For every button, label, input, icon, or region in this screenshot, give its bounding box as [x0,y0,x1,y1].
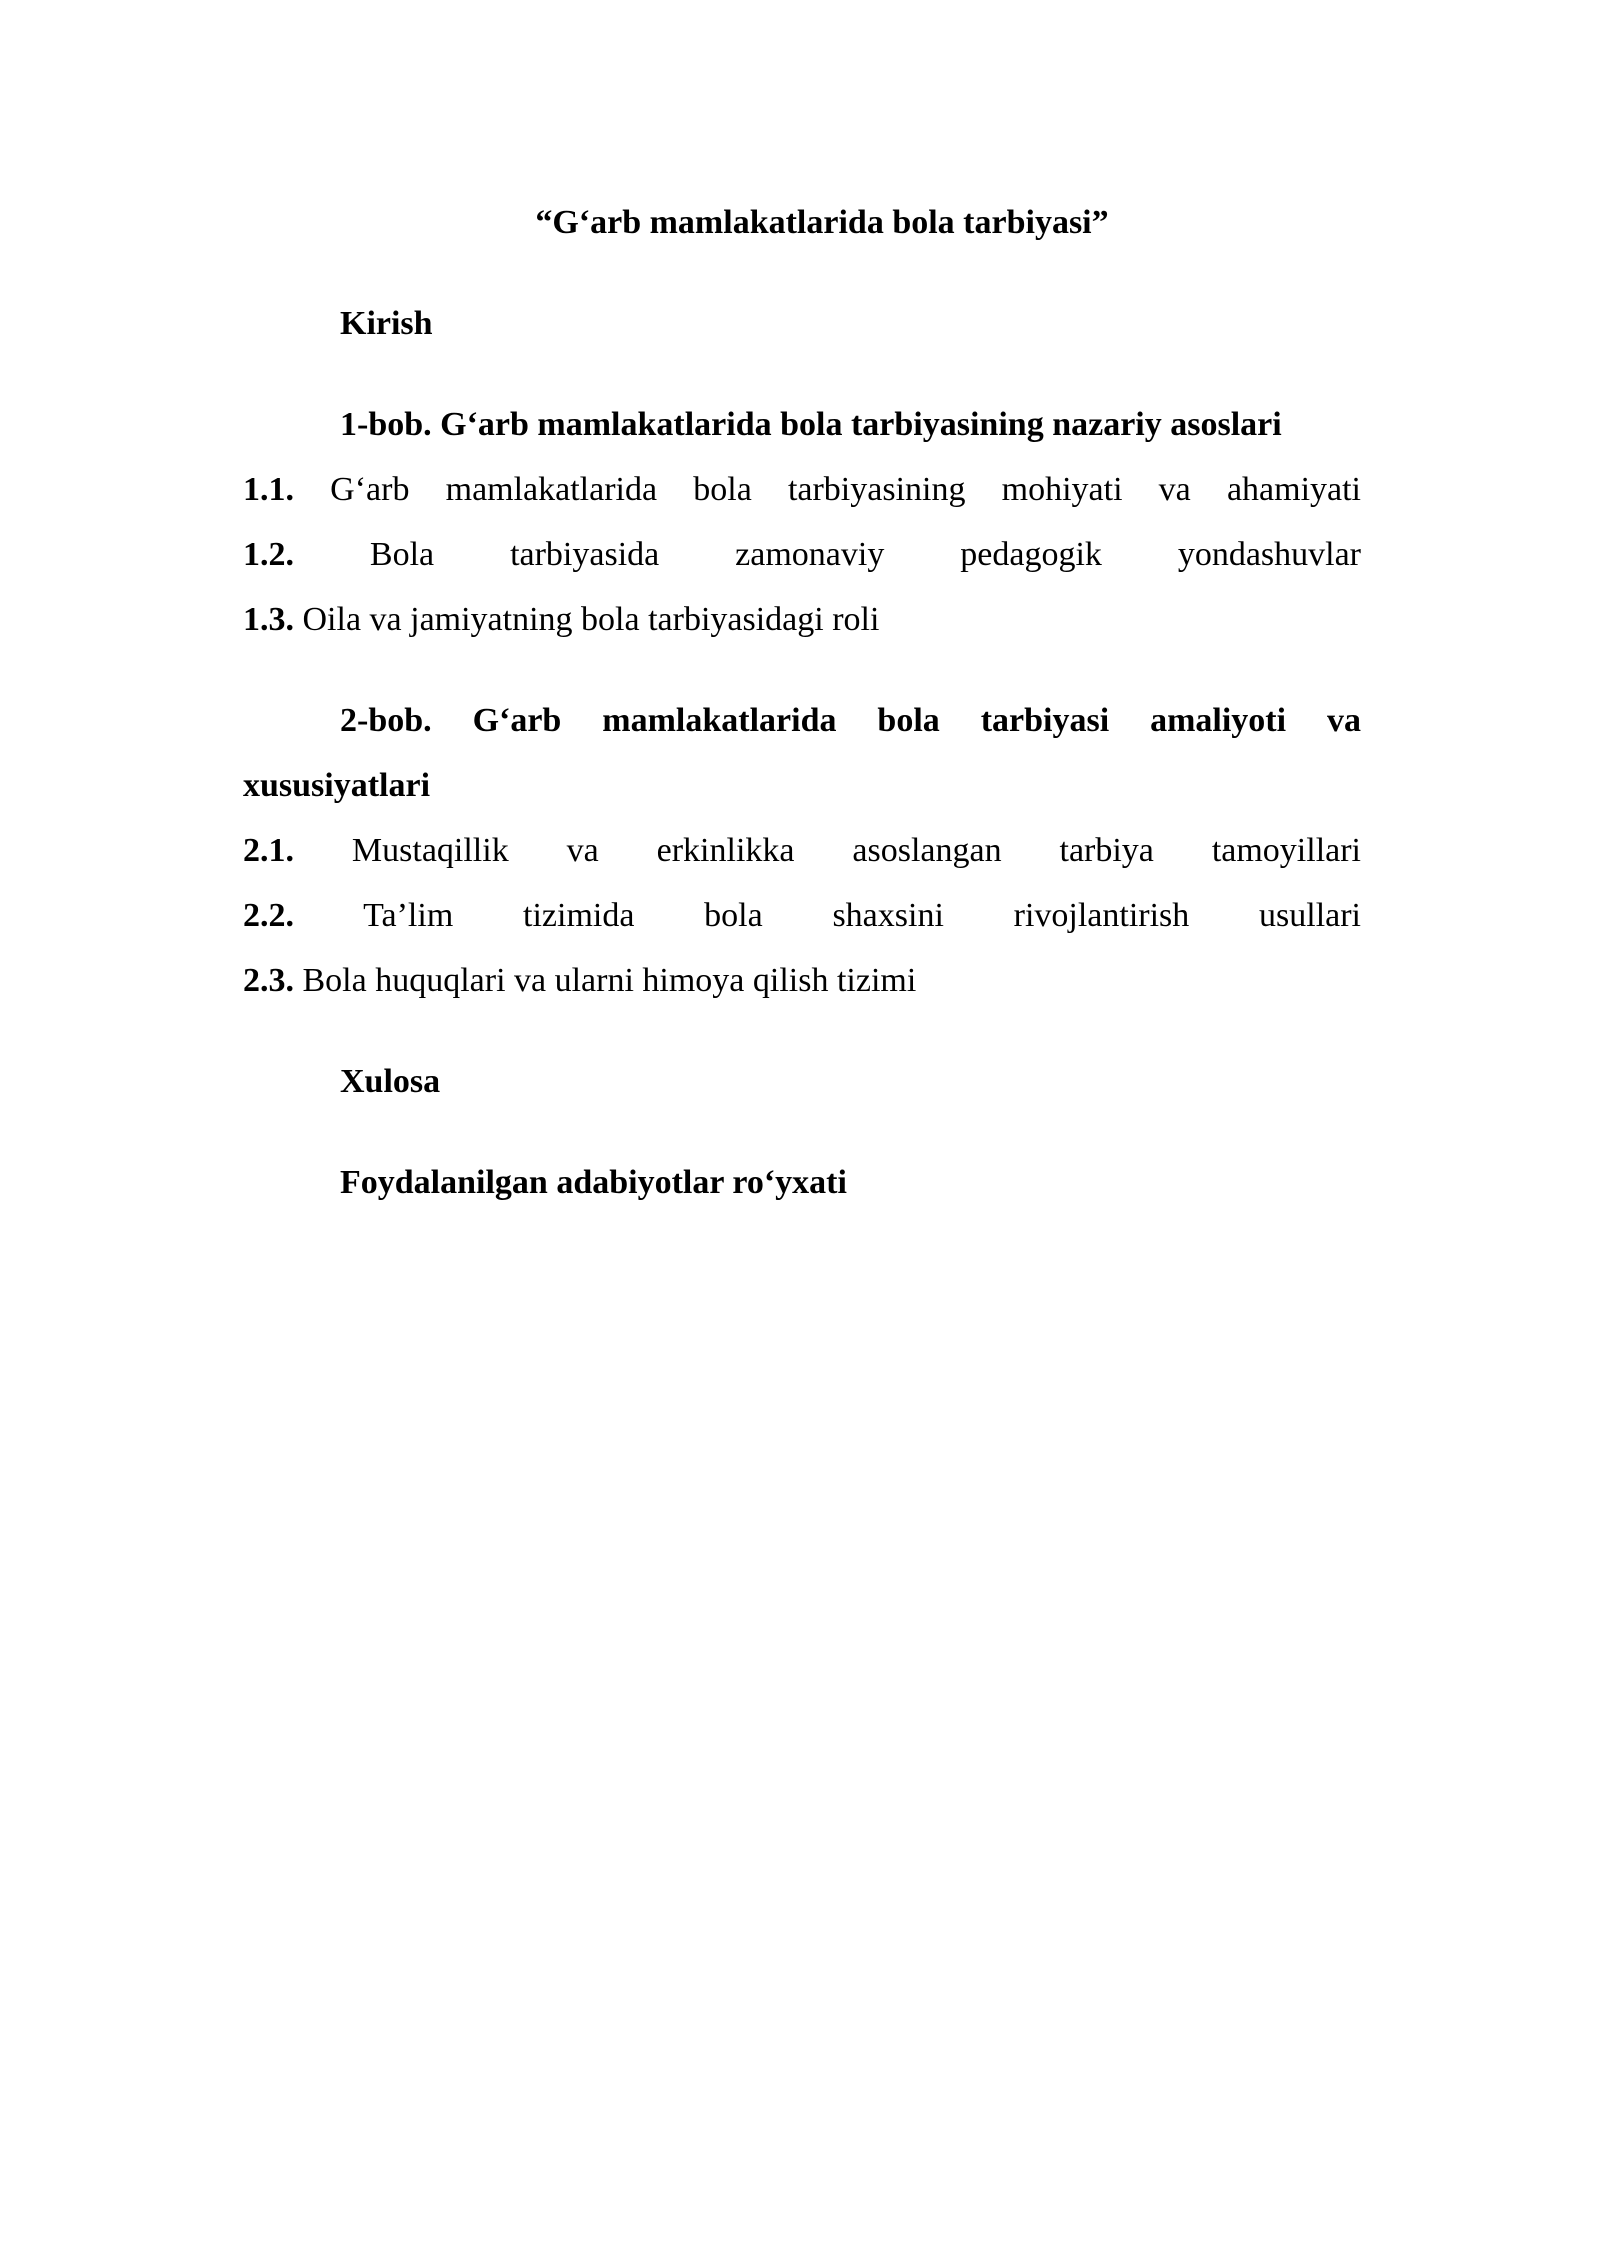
section-2-2 [243,883,1361,948]
conclusion-heading: Xulosa [340,1063,441,1100]
section-title: Oila va jamiyatning bola tarbiyasidagi roli [294,601,880,638]
chapter-2-heading: 2-bob. G‘arb mamlakatlarida bola tarbiyasi amaliyoti va xususiyatlari [243,702,1361,804]
section-2-3 [243,948,1361,1013]
section-title: Ta’lim tizimida bola shaxsini rivojlantirish usullari [294,897,1361,934]
section-title: G‘arb mamlakatlarida bola tarbiyasining mohiyati va ahamiyati [294,471,1361,508]
section-number: 2.2. [243,897,294,934]
section-title: Bola tarbiyasida zamonaviy pedagogik yondashuvlar [294,536,1361,573]
section-2-1 [243,818,1361,883]
references-heading: Foydalanilgan adabiyotlar ro‘yxati [340,1164,847,1201]
section-title: Mustaqillik va erkinlikka asoslangan tarbiya tamoyillari [294,832,1361,869]
section-1-3 [243,587,1361,652]
section-number: 1.2. [243,536,294,573]
section-number: 1.1. [243,471,294,508]
section-number: 2.1. [243,832,294,869]
section-number: 1.3. [243,601,294,638]
document-title: “G‘arb mamlakatlarida bola tarbiyasi” [535,204,1109,241]
section-number: 2.3. [243,962,294,999]
section-title: Bola huquqlari va ularni himoya qilish tizimi [294,962,917,999]
chapter-1-heading: 1-bob. G‘arb mamlakatlarida bola tarbiyasining nazariy asoslari [340,406,1282,443]
section-1-1 [243,457,1361,522]
intro-heading: Kirish [340,305,433,342]
section-1-2 [243,522,1361,587]
table-of-contents [243,190,1361,1251]
